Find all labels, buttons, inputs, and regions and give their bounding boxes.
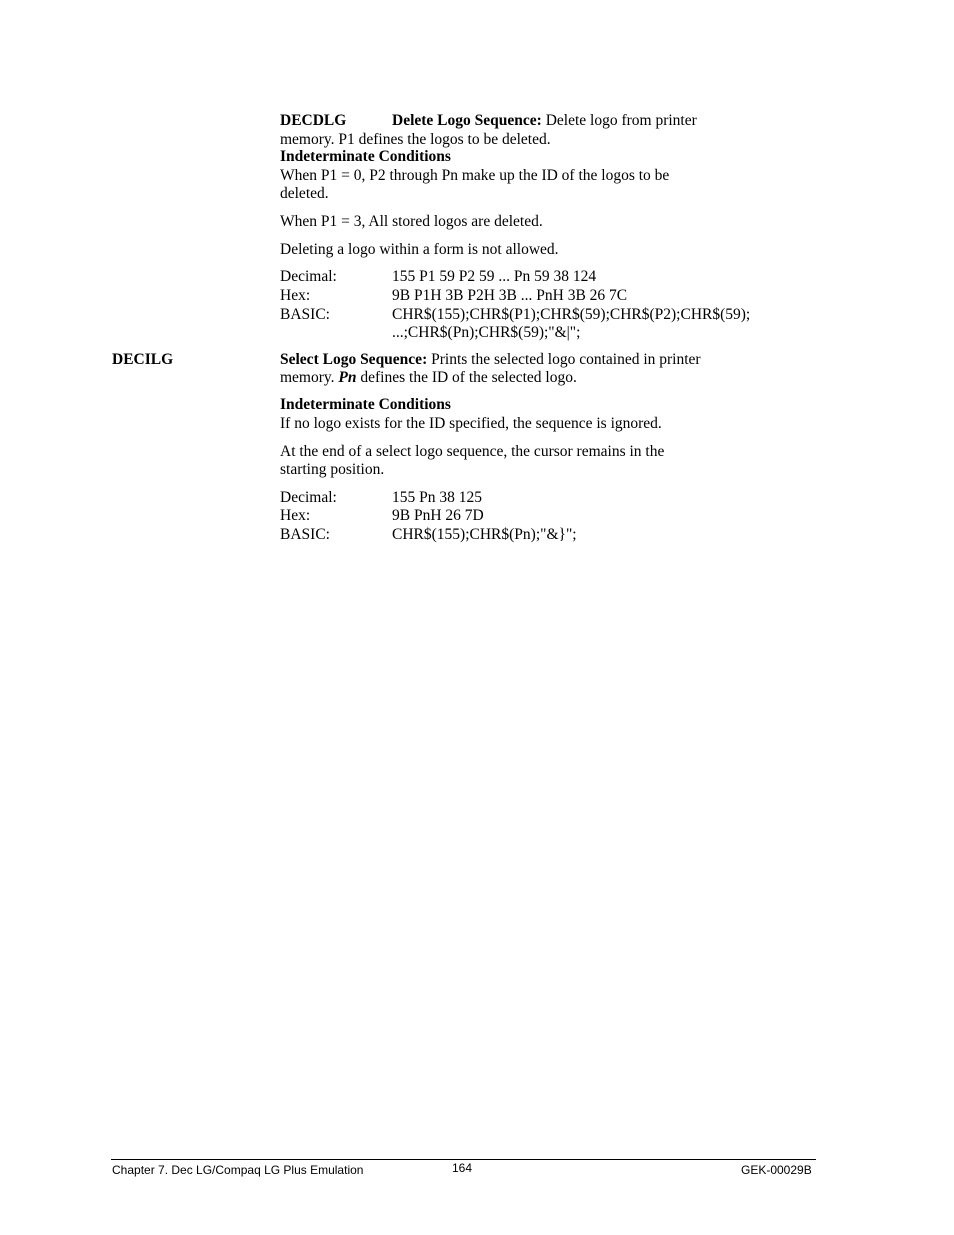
decdlg-basic-value: CHR$(155);CHR$(P1);CHR$(59);CHR$(P2);CHR$(59); [392, 306, 751, 323]
decilg-code: DECILG [112, 351, 174, 368]
decdlg-cond-heading: Indeterminate Conditions [280, 148, 451, 165]
decilg-desc-post: defines the ID of the selected logo. [360, 369, 577, 386]
decilg-title-line [280, 351, 701, 369]
decilg-title: Select Logo Sequence: [280, 351, 428, 368]
decdlg-desc-line2: memory. P1 defines the logos to be deleted. [280, 131, 551, 148]
footer-chapter: Chapter 7. Dec LG/Compaq LG Plus Emulation [112, 1163, 364, 1177]
decdlg-hex-value: 9B P1H 3B P2H 3B ... PnH 3B 26 7C [392, 287, 628, 304]
footer-doc-id: GEK-00029B [741, 1163, 812, 1177]
decdlg-hex-label: Hex: [280, 287, 311, 304]
decdlg-decimal-value: 155 P1 59 P2 59 ... Pn 59 38 124 [392, 268, 597, 285]
decdlg-title: Delete Logo Sequence: [392, 112, 542, 129]
decdlg-basic-cont: ...;CHR$(Pn);CHR$(59);"&|"; [392, 324, 581, 341]
decdlg-desc-line1: Delete logo from printer [545, 112, 697, 129]
decilg-hex-value: 9B PnH 26 7D [392, 507, 484, 524]
decilg-basic-value: CHR$(155);CHR$(Pn);"&}"; [392, 526, 577, 543]
decilg-desc-line1: Prints the selected logo contained in printer [431, 351, 701, 368]
decilg-cond2-line2: starting position. [280, 461, 385, 478]
decdlg-cond1-line2: deleted. [280, 185, 329, 202]
decdlg-decimal-label: Decimal: [280, 268, 337, 285]
decdlg-cond2: When P1 = 3, All stored logos are deleted. [280, 213, 543, 230]
decilg-basic-label: BASIC: [280, 526, 330, 543]
decilg-cond1: If no logo exists for the ID specified, the sequence is ignored. [280, 415, 662, 432]
decdlg-code: DECDLG [280, 112, 347, 129]
decilg-cond-heading: Indeterminate Conditions [280, 396, 451, 413]
decilg-desc-em: Pn [338, 369, 357, 386]
decilg-cond2-line1: At the end of a select logo sequence, the cursor remains in the [280, 443, 665, 460]
decdlg-cond3: Deleting a logo within a form is not allowed. [280, 241, 559, 258]
decilg-desc-line2 [280, 369, 577, 387]
decilg-desc-pre: memory. [280, 369, 335, 386]
decilg-decimal-value: 155 Pn 38 125 [392, 489, 482, 506]
decdlg-title-line [392, 112, 697, 130]
decdlg-cond1-line1: When P1 = 0, P2 through Pn make up the ID of the logos to be [280, 167, 670, 184]
decilg-hex-label: Hex: [280, 507, 311, 524]
footer-page-number: 164 [452, 1161, 473, 1175]
footer-rule [111, 1159, 816, 1160]
decilg-decimal-label: Decimal: [280, 489, 337, 506]
decdlg-basic-label: BASIC: [280, 306, 330, 323]
